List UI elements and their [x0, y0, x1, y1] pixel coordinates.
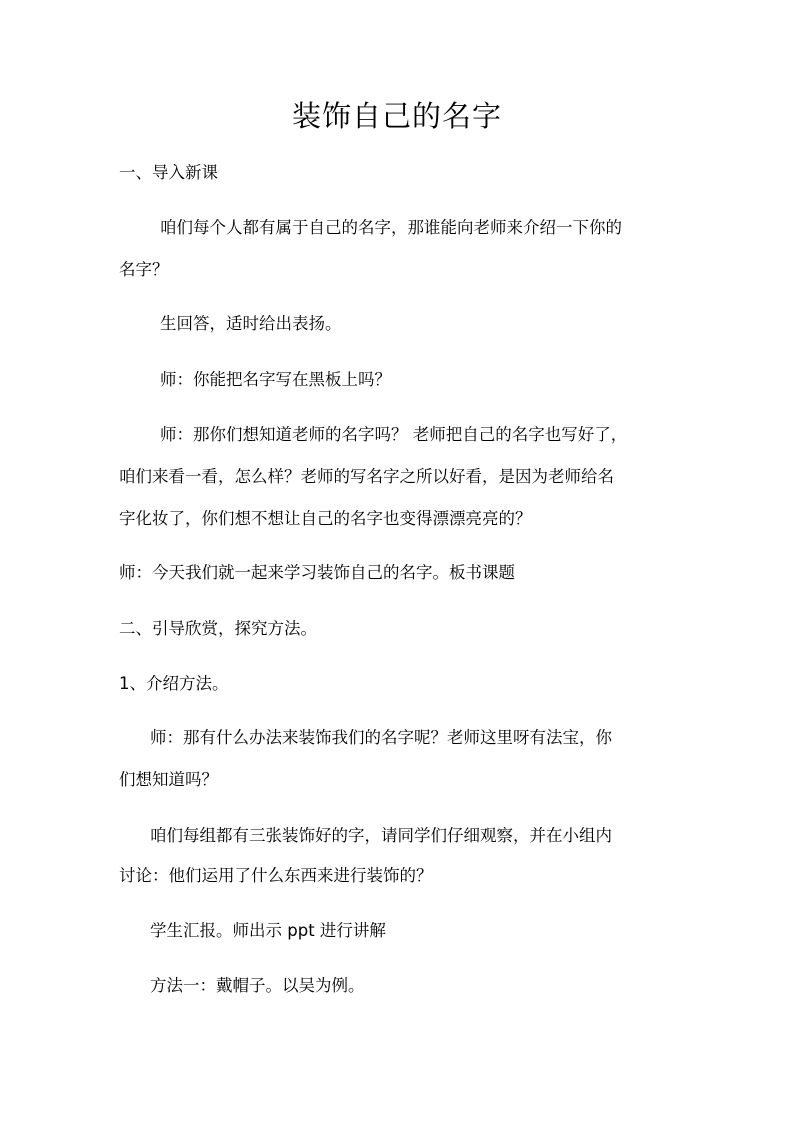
paragraph-line: 师：今天我们就一起来学习装饰自己的名字。板书课题	[119, 563, 515, 582]
paragraph-line: 师：那有什么办法来装饰我们的名字呢？老师这里呀有法宝，你	[150, 728, 612, 747]
paragraph-line: 师：你能把名字写在黑板上吗？	[160, 370, 391, 389]
paragraph-line: 咱们每组都有三张装饰好的字，请同学们仔细观察，并在小组内	[150, 826, 612, 845]
page-title: 装饰自己的名字	[291, 99, 502, 133]
paragraph-line: 们想知道吗？	[119, 770, 218, 789]
section-heading-1: 一、导入新课	[119, 163, 218, 182]
paragraph-line: 讨论：他们运用了什么东西来进行装饰的？	[119, 866, 433, 885]
paragraph-line: 方法一：戴帽子。以吴为例。	[150, 976, 365, 995]
paragraph-line: 名字？	[119, 260, 169, 279]
subsection-heading: 1、介绍方法。	[119, 674, 229, 693]
paragraph-line: 字化妆了，你们想不想让自己的名字也变得漂漂亮亮的？	[119, 509, 532, 528]
section-heading-2: 二、引导欣赏，探究方法。	[119, 619, 317, 638]
paragraph-line	[160, 218, 720, 238]
paragraph-text: 咱们每个人都有属于自己的名字，那谁能向老师来介绍一下你的	[160, 218, 622, 237]
paragraph-line: 学生汇报。师出示 ppt 进行讲解	[150, 921, 386, 940]
paragraph-line: 生回答，适时给出表扬。	[160, 314, 342, 333]
paragraph-line: 师：那你们想知道老师的名字吗？ 老师把自己的名字也写好了，	[160, 425, 628, 444]
paragraph-line: 咱们来看一看，怎么样？老师的写名字之所以好看，是因为老师给名	[119, 467, 614, 486]
